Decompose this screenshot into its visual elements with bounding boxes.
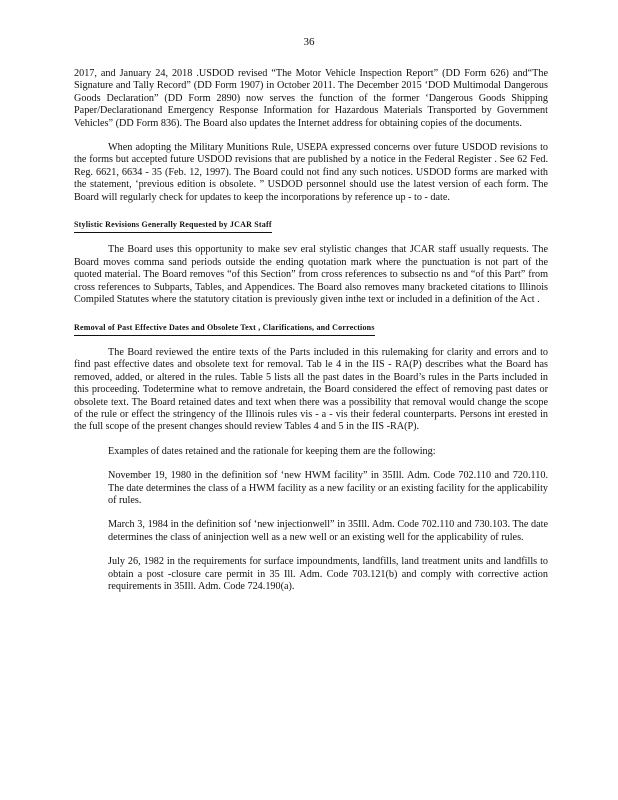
section-heading-stylistic: Stylistic Revisions Generally Requested by JCAR Staff — [74, 219, 272, 233]
example-item-injection-well: March 3, 1984 in the definition sof ‘new injectionwell” in 35Ill. Adm. Code 702.110 and 730.103. The date determines the class of aninjection well as a new well or an existing well for the applicability of rules. — [108, 519, 548, 543]
page-body — [74, 68, 548, 605]
example-item-post-closure: July 26, 1982 in the requirements for surface impoundments, landfills, land treatment units and landfills to obtain a post -closure care permit in 35 Ill. Adm. Code 703.121(b) and comply with corrective action requirements in 35Ill. Adm. Code 724.190(a). — [108, 556, 548, 592]
section-heading-removal: Removal of Past Effective Dates and Obsolete Text , Clarifications, and Corrections — [74, 322, 375, 336]
examples-intro: Examples of dates retained and the rationale for keeping them are the following: — [108, 445, 436, 457]
paragraph-stylistic-changes: The Board uses this opportunity to make sev eral stylistic changes that JCAR staff usually requests. The Board moves comma sand periods outside the ending quotation mark where the punctuation is not part of the quoted material. The Board removes “of this Section” from cross references to subsectio ns and “of this Part” from cross references to Subparts, Tables, and Appendices. The Board also removes many bracketed citations to Illinois Compiled Statutes where the statutory citation is previously given inthe text or included in a definition of the Act . — [74, 244, 548, 306]
paragraph-forms-revisions: 2017, and January 24, 2018 .USDOD revised “The Motor Vehicle Inspection Report” (DD Form 626) and“The Signature and Tally Record” (DD Form 1907) in October 2011. The December 2015 ‘DOD Multimodal Dangerous Goods Declaration” (DD Form 2890) now serves the function of the former ‘Dangerous Goods Shipping Paper/Declarationand Emergency Response Information for Hazardous Materials Transported by Government Vehicles” (DD Form 836). The Board also updates the Internet address for obtaining copies of the documents. — [74, 68, 548, 129]
paragraph-removal-review: The Board reviewed the entire texts of the Parts included in this rulemaking for clarity and errors and to find past effective dates and obsolete text for removal. Tab le 4 in the IIS - RA(P) describes what the Board has removed, added, or altered in the rules. Table 5 lists all the past dates in the Board’s rules in the Parts included in this proceeding. Todetermine what to remove andretain, the Board considered the effect of removing past dates or obsolete text. The Board retained dates and text when there was a possibility that removal would change the scope of the rule or effect the stringency of the Illinois rules vis - a - vis their federal counterparts. Persons int erested in the full scope of the present changes should review Tables 4 and 5 in the IIS -RA(P). — [74, 346, 548, 433]
paragraph-military-munitions: When adopting the Military Munitions Rule, USEPA expressed concerns over future USDOD revisions to the forms but accepted future USDOD revisions that are published by a notice in the Federal Register . See 62 Fed. Reg. 6621, 6634 - 35 (Feb. 12, 1997). The Board could not find any such notices. USDOD forms are marked with the statement, ‘previous edition is obsolete. ” USDOD personnel should use the latest version of each form. The Board will regularly check for updates to keep the incorporations by reference up - to - date. — [74, 142, 548, 203]
example-item-hwm-facility: November 19, 1980 in the definition sof ‘new HWM facility” in 35Ill. Adm. Code 702.110 and 720.110. The date determines the class of a HWM facility as a new facility or an existing facility for the applicability of rules. — [108, 470, 548, 506]
page-number: 36 — [303, 36, 315, 48]
